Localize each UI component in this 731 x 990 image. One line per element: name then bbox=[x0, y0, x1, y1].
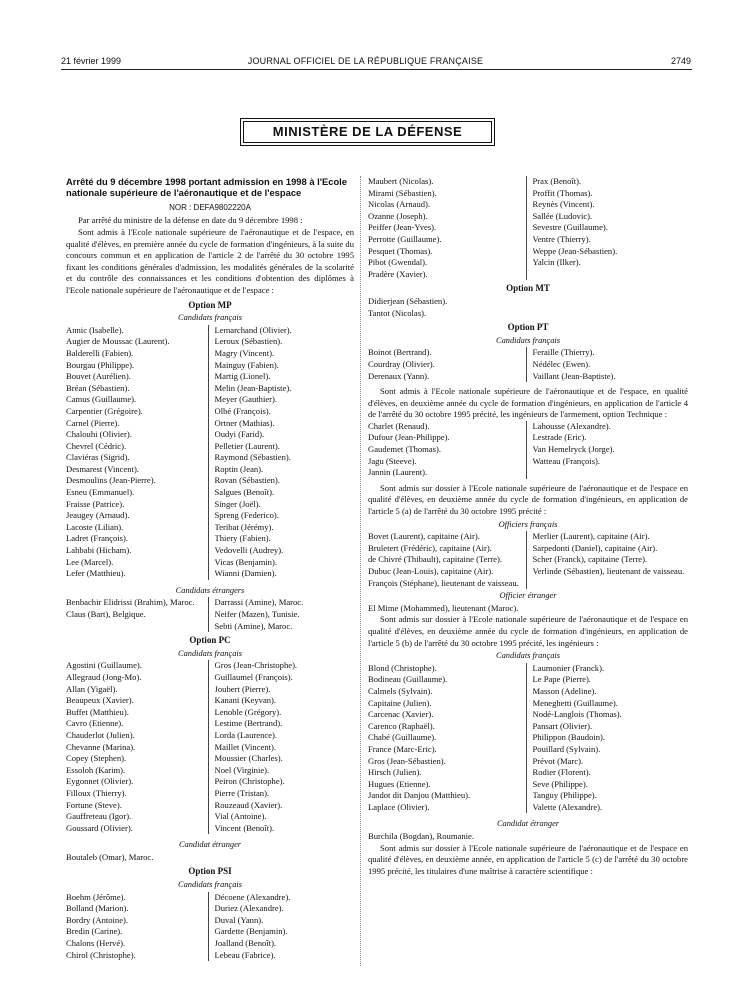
name-entry: Jannin (Laurent). bbox=[368, 467, 428, 478]
option-psi-title: Option PSI bbox=[188, 866, 232, 877]
option-psi-cont-col2 bbox=[526, 176, 689, 280]
name-entry: Calmels (Sylvain). bbox=[368, 685, 433, 696]
name-entry: Vedovelli (Audrey). bbox=[214, 545, 284, 556]
name-entry: Agostini (Guillaume). bbox=[66, 660, 142, 671]
name-entry: Desmarest (Vincent). bbox=[66, 463, 139, 474]
name-entry: Merlier (Laurent), capitaine (Air). bbox=[532, 531, 650, 542]
name-entry: Hugues (Etienne). bbox=[368, 778, 431, 789]
page-header bbox=[0, 56, 731, 70]
name-entry: Lenoble (Grégory). bbox=[214, 706, 282, 717]
name-entry: Weppe (Jean-Sébastien). bbox=[532, 245, 618, 256]
name-entry: Maubert (Nicolas). bbox=[368, 176, 434, 186]
name-entry: François (Stéphane), lieutenant de vaisseau. bbox=[368, 577, 519, 588]
name-entry: Darrassi (Amine), Maroc. bbox=[214, 597, 304, 608]
name-entry: Boehm (Jérôme). bbox=[66, 891, 126, 902]
article5b-col2 bbox=[526, 663, 689, 814]
name-entry: Proffit (Thomas). bbox=[532, 187, 593, 198]
name-entry: Lacoste (Lilian). bbox=[66, 521, 124, 532]
name-entry: Bouvet (Aurélien). bbox=[66, 371, 131, 382]
article5c-paragraph: Sont admis sur dossier à l'Ecole nationale supérieure de l'aéronautique et de l'espace en qualité d'élèves, en deuxième année, en application de l'article 5 (c) de l'arrêté du 30 octobre 1995 précité, les titulaires d'une maîtrise à caractère scientifique : bbox=[368, 842, 688, 876]
ministry-box bbox=[240, 118, 495, 146]
option-psi-col1 bbox=[66, 892, 208, 962]
option-pt-title: Option PT bbox=[507, 322, 549, 333]
right-column bbox=[368, 176, 688, 877]
name-entry: Lemarchand (Olivier). bbox=[214, 324, 292, 335]
name-entry: Yalcin (Ilker). bbox=[532, 257, 581, 268]
name-entry: Perrotte (Guillaume). bbox=[368, 233, 442, 244]
name-entry: Goussard (Olivier). bbox=[66, 822, 133, 833]
option-mp-foreign-list bbox=[66, 597, 354, 632]
name-entry: Rodier (Florent). bbox=[532, 767, 591, 778]
name-entry: Bovet (Laurent), capitaine (Air). bbox=[368, 531, 480, 542]
name-entry: Teribat (Jérémy). bbox=[214, 521, 274, 532]
name-entry: Van Hemelryck (Jorge). bbox=[532, 444, 615, 455]
name-entry: Duval (Yann). bbox=[214, 914, 264, 925]
article5b-ce-label: Candidat étranger bbox=[496, 819, 560, 829]
name-entry: Pansart (Olivier). bbox=[532, 720, 593, 731]
name-entry: Verlinde (Sébastien), lieutenant de vaisseau. bbox=[532, 566, 685, 576]
name-entry: Nédélec (Ewen). bbox=[532, 358, 591, 369]
name-entry: Bredin (Carine). bbox=[66, 926, 123, 937]
name-entry: Joalland (Benoît). bbox=[214, 938, 277, 949]
name-entry: Laumonier (Franck). bbox=[532, 662, 605, 673]
name-entry: Feraille (Thierry). bbox=[532, 347, 595, 358]
name-entry: Seve (Philippe). bbox=[532, 778, 588, 789]
name-entry: Mainguy (Fabien). bbox=[214, 359, 279, 370]
name-entry: Allan (Yigaël). bbox=[66, 683, 118, 694]
option-pc-list bbox=[66, 660, 354, 834]
officier-etranger-label: Officier étranger bbox=[499, 591, 557, 601]
name-entry: Neifer (Mazen), Tunisie. bbox=[214, 609, 300, 619]
nor-label: NOR : bbox=[169, 202, 192, 212]
name-entry: Vincent (Benoît). bbox=[214, 822, 275, 833]
name-entry: Rouzeaud (Xavier). bbox=[214, 799, 283, 810]
name-entry: Philippon (Baudoin). bbox=[532, 732, 606, 743]
name-entry: Nicolas (Arnaud). bbox=[368, 199, 431, 210]
option-mp-ce-label: Candidats étrangers bbox=[175, 585, 245, 595]
name-entry: Pesquet (Thomas). bbox=[368, 245, 433, 256]
name-entry: Boinot (Bertrand). bbox=[368, 347, 432, 358]
name-entry: Peiron (Christophe). bbox=[214, 776, 285, 787]
option-mp-title: Option MP bbox=[188, 299, 232, 310]
name-entry: Pibot (Gwendal). bbox=[368, 257, 428, 268]
name-entry: Spreng (Federico). bbox=[214, 510, 279, 521]
name-entry: Copey (Stephen). bbox=[66, 753, 127, 764]
name-entry: Sallée (Ludovic). bbox=[532, 210, 593, 221]
name-entry: Fraisse (Patrice). bbox=[66, 498, 125, 509]
name-entry: Ortner (Mathias). bbox=[214, 417, 275, 428]
name-entry: Didierjean (Sébastien). bbox=[368, 295, 448, 306]
name-entry: Le Pape (Pierre). bbox=[532, 674, 591, 685]
officiers-label: Officiers français bbox=[498, 519, 558, 529]
header-rule bbox=[61, 69, 692, 70]
name-entry: Jagu (Steeve). bbox=[368, 455, 417, 466]
name-entry: Magry (Vincent). bbox=[214, 347, 275, 358]
option-psi-cf-label: Candidats français bbox=[178, 880, 242, 890]
officiers-list bbox=[368, 531, 688, 589]
name-entry: Balderelli (Fabien). bbox=[66, 347, 134, 358]
name-entry: Carcenac (Xavier). bbox=[368, 709, 434, 720]
name-entry: Peiffer (Jean-Yves). bbox=[368, 222, 437, 233]
column-separator bbox=[360, 176, 361, 966]
name-entry: Bréan (Sébastien). bbox=[66, 382, 130, 393]
technique-paragraph: Sont admis à l'Ecole nationale supérieure de l'aéronautique et de l'espace, en qualité d'élèves, en deuxième année du cycle de formation d'ingénieurs, en application de l'article 4 de l'arrêté du 30 octobre 1995 précité, les ingénieurs de l'armement, option Technique : bbox=[368, 386, 688, 420]
name-entry: Pouillard (Sylvain). bbox=[532, 743, 601, 754]
name-entry: Capitaine (Julien). bbox=[368, 697, 432, 708]
name-entry: Boutaleb (Omar), Maroc. bbox=[66, 851, 154, 862]
option-mt-title: Option MT bbox=[506, 283, 550, 294]
name-entry: Rovan (Sébastien). bbox=[214, 475, 280, 486]
name-entry: Charlet (Renaud). bbox=[368, 420, 430, 431]
name-entry: Chabé (Guillaume). bbox=[368, 732, 437, 743]
article5b-ce-name: Burchila (Bogdan), Roumanie. bbox=[368, 831, 474, 842]
name-entry: Fortune (Steve). bbox=[66, 799, 122, 810]
name-entry: Masson (Adeline). bbox=[532, 685, 597, 696]
name-entry: Martig (Lionel). bbox=[214, 371, 271, 382]
option-psi-cont-col1 bbox=[368, 176, 526, 280]
name-entry: Pelletier (Laurent). bbox=[214, 440, 280, 451]
name-entry: Benbachir Elidrissi (Brahim), Maroc. bbox=[66, 597, 195, 608]
name-entry: Joubert (Pierre). bbox=[214, 683, 271, 694]
name-entry: Gros (Jean-Christophe). bbox=[214, 660, 298, 671]
name-entry: Cavro (Etienne). bbox=[66, 718, 124, 729]
name-entry: de Chivré (Thibault), capitaine (Terre). bbox=[368, 554, 502, 565]
name-entry: Carnel (Pierre). bbox=[66, 417, 120, 428]
option-psi-list bbox=[66, 892, 354, 962]
name-entry: Kanani (Keyvan). bbox=[214, 695, 277, 706]
name-entry: Bordry (Antoine). bbox=[66, 914, 129, 925]
name-entry: Tantot (Nicolas). bbox=[368, 307, 427, 318]
name-entry: Jandot dit Danjou (Matthieu). bbox=[368, 790, 471, 801]
technique-col2 bbox=[526, 421, 689, 479]
name-entry: Roptin (Jean). bbox=[214, 463, 264, 474]
name-entry: Augier de Moussac (Laurent). bbox=[66, 336, 170, 347]
name-entry: Claviéras (Sigrid). bbox=[66, 452, 130, 463]
name-entry: Sebti (Amine), Maroc. bbox=[214, 620, 293, 631]
name-entry: Guillaumel (François). bbox=[214, 671, 293, 682]
name-entry: Chevrel (Cédric). bbox=[66, 440, 127, 451]
option-pc-col2 bbox=[208, 660, 355, 834]
header-page-number: 2749 bbox=[670, 56, 691, 66]
name-entry: Bruletert (Frédéric), capitaine (Air). bbox=[368, 542, 492, 553]
name-entry: Gardette (Benjamin). bbox=[214, 926, 288, 937]
article5b-col1 bbox=[368, 663, 526, 814]
name-entry: Lorda (Laurence). bbox=[214, 729, 278, 740]
name-entry: Meneghetti (Guillaume). bbox=[532, 697, 618, 708]
name-entry: Chalouhi (Olivier). bbox=[66, 429, 132, 440]
option-psi-cont-list bbox=[368, 176, 688, 280]
name-entry: Maillet (Vincent). bbox=[214, 741, 277, 752]
name-entry: Wianni (Damien). bbox=[214, 568, 277, 579]
name-entry: Derenaux (Yann). bbox=[368, 370, 430, 381]
name-entry: Chevanne (Marina). bbox=[66, 741, 136, 752]
name-entry: Jeaugey (Arnaud). bbox=[66, 510, 130, 521]
option-pt-col2 bbox=[526, 347, 689, 382]
name-entry: Salgues (Benoît). bbox=[214, 487, 275, 498]
name-entry: Sevestre (Guillaume). bbox=[532, 222, 608, 233]
option-pt-list bbox=[368, 347, 688, 382]
option-mp-cf-label: Candidats français bbox=[178, 313, 242, 323]
name-entry: Oudyi (Farid). bbox=[214, 429, 265, 440]
nor-value: DEFA9802220A bbox=[193, 202, 251, 212]
name-entry: Scher (Franck), capitaine (Terre). bbox=[532, 554, 648, 565]
option-mp-foreign-col1 bbox=[66, 597, 208, 632]
name-entry: Laplace (Olivier). bbox=[368, 801, 430, 812]
officier-etranger-name: El Mime (Mohammed), lieutenant (Maroc). bbox=[368, 602, 519, 613]
name-entry: Lestime (Bertrand). bbox=[214, 718, 283, 729]
name-entry: Blond (Christophe). bbox=[368, 662, 437, 673]
name-entry: Chirol (Christophe). bbox=[66, 949, 136, 960]
name-entry: Filloux (Thierry). bbox=[66, 787, 127, 798]
name-entry: Bolland (Marion). bbox=[66, 903, 129, 914]
officiers-col1 bbox=[368, 531, 526, 589]
article5b-cf-label: Candidats français bbox=[496, 651, 560, 661]
name-entry: Ozanne (Joseph). bbox=[368, 210, 428, 221]
name-entry: Prévot (Marc). bbox=[532, 755, 584, 766]
name-entry: Chalons (Hervé). bbox=[66, 938, 126, 949]
name-entry: Allegraud (Jong-Mo). bbox=[66, 671, 142, 682]
name-entry: Bodineau (Guillaume). bbox=[368, 674, 448, 685]
name-entry: Claus (Bart), Belgique. bbox=[66, 609, 146, 619]
name-entry: Lestrade (Eric). bbox=[532, 432, 587, 443]
name-entry: Décoene (Alexandre). bbox=[214, 891, 291, 902]
name-entry: Camus (Guillaume). bbox=[66, 394, 137, 405]
option-psi-col2 bbox=[208, 892, 355, 962]
name-entry: Thiery (Fabien). bbox=[214, 533, 271, 544]
technique-col1 bbox=[368, 421, 526, 479]
name-entry: Hirsch (Julien). bbox=[368, 767, 422, 778]
name-entry: Singer (Joël). bbox=[214, 498, 261, 509]
name-entry: Ventre (Thierry). bbox=[532, 233, 591, 244]
name-entry: Vaillant (Jean-Baptiste). bbox=[532, 370, 616, 381]
name-entry: Pradère (Xavier). bbox=[368, 268, 428, 279]
name-entry: Gros (Jean-Sébastien). bbox=[368, 755, 446, 766]
option-mp-foreign-col2 bbox=[208, 597, 355, 632]
name-entry: Gaudemet (Thomas). bbox=[368, 444, 442, 455]
option-mp-col1 bbox=[66, 325, 208, 580]
name-entry: Annic (Isabelle). bbox=[66, 324, 124, 335]
name-entry: Prax (Benoît). bbox=[532, 176, 582, 186]
article5b-list bbox=[368, 663, 688, 814]
name-entry: Dufour (Jean-Philippe). bbox=[368, 432, 450, 443]
name-entry: Leroux (Sébastien). bbox=[214, 336, 283, 347]
option-pc-ce-label: Candidat étranger bbox=[178, 840, 242, 850]
option-pc-title: Option PC bbox=[189, 635, 231, 646]
option-mt-list bbox=[368, 296, 688, 319]
name-entry: Carpentier (Grégoire). bbox=[66, 405, 143, 416]
name-entry: Nodé-Langlois (Thomas). bbox=[532, 709, 622, 720]
name-entry: Lahousse (Alexandre). bbox=[532, 420, 611, 431]
officiers-paragraph: Sont admis sur dossier à l'Ecole nationale supérieure de l'aéronautique et de l'espace en qualité d'élèves, en deuxième année du cycle de formation d'ingénieurs, en application de l'article 5 (a) de l'arrêté du 30 octobre 1995 précité : bbox=[368, 482, 688, 517]
name-entry: Bourgau (Philippe). bbox=[66, 359, 135, 370]
option-pt-col1 bbox=[368, 347, 526, 382]
arrete-intro-1: Par arrêté du ministre de la défense en date du 9 décembre 1998 : bbox=[78, 215, 303, 226]
name-entry: Tanguy (Philippe). bbox=[532, 790, 597, 801]
name-entry: Mirami (Sébastien). bbox=[368, 187, 437, 198]
option-pc-cf-label: Candidats français bbox=[178, 648, 242, 658]
option-mp-col2 bbox=[208, 325, 355, 580]
name-entry: Pierre (Tristan). bbox=[214, 787, 270, 798]
header-date: 21 février 1999 bbox=[61, 56, 122, 66]
nor-line bbox=[66, 202, 354, 214]
technique-list bbox=[368, 421, 688, 479]
name-entry: Ladret (François). bbox=[66, 533, 129, 544]
name-entry: Melin (Jean-Baptiste). bbox=[214, 382, 292, 393]
ministry-title: MINISTÈRE DE LA DÉFENSE bbox=[243, 121, 492, 143]
name-entry: Valette (Alexandre). bbox=[532, 801, 603, 812]
name-entry: Raymond (Sébastien). bbox=[214, 452, 291, 463]
option-pt-cf-label: Candidats français bbox=[496, 335, 560, 345]
name-entry: Watteau (François). bbox=[532, 455, 601, 466]
name-entry: Olbé (François). bbox=[214, 405, 271, 416]
name-entry: Beaupeux (Xavier). bbox=[66, 695, 134, 706]
article5b-paragraph: Sont admis sur dossier à l'Ecole nationale supérieure de l'aéronautique et de l'espace en qualité d'élèves, en deuxième année du cycle de formation d'ingénieurs, en application de l'article 5 (b) de l'arrêté du 30 octobre 1995 précité, les ingénieurs : bbox=[368, 614, 688, 648]
name-entry: Reynès (Vincent). bbox=[532, 199, 595, 210]
arrete-title: Arrêté du 9 décembre 1998 portant admission en 1998 à l'Ecole nationale supérieure de l'aéronautique et de l'espace bbox=[66, 176, 347, 199]
name-entry: Esneu (Emmanuel). bbox=[66, 487, 135, 498]
name-entry: Lebeau (Fabrice). bbox=[214, 949, 276, 960]
arrete-intro-2: Sont admis à l'Ecole nationale supérieure de l'aéronautique et de l'espace, en qualité d'élèves, en première année du cycle de formation d'ingénieurs, à la suite du concours commun et en application de l'article 2 de l'arrêté du 30 octobre 1995 fixant les conditions générales d'admission, les modalités générales de la scolarité et du contrôle des connaissances et les conditions d'obtention des diplômes à l'Ecole nationale supérieure de l'aéronautique et de l'espace : bbox=[66, 227, 354, 295]
name-entry: Lahbabi (Hicham). bbox=[66, 545, 132, 556]
name-entry: Vicas (Benjamin). bbox=[214, 556, 277, 567]
name-entry: Eygonnet (Olivier). bbox=[66, 776, 134, 787]
left-column bbox=[66, 176, 354, 961]
option-pc-col1 bbox=[66, 660, 208, 834]
name-entry: Vial (Antoine). bbox=[214, 811, 267, 822]
name-entry: Moussier (Charles). bbox=[214, 753, 283, 764]
name-entry: Meyer (Gauthier). bbox=[214, 394, 278, 405]
name-entry: Courdray (Olivier). bbox=[368, 358, 435, 369]
name-entry: France (Marc-Eric). bbox=[368, 743, 437, 754]
name-entry: Sarpedonti (Daniel), capitaine (Air). bbox=[532, 542, 658, 553]
name-entry: Dubuc (Jean-Louis), capitaine (Air). bbox=[368, 566, 494, 576]
officiers-col2 bbox=[526, 531, 689, 589]
name-entry: Duriez (Alexandre). bbox=[214, 903, 284, 914]
name-entry: Noel (Virginie). bbox=[214, 764, 270, 775]
name-entry: Essoloh (Karim). bbox=[66, 764, 126, 775]
name-entry: Lee (Marcel). bbox=[66, 556, 114, 567]
header-journal-title: JOURNAL OFFICIEL DE LA RÉPUBLIQUE FRANÇAISE bbox=[247, 56, 484, 66]
name-entry: Carenco (Raphaël). bbox=[368, 720, 435, 731]
name-entry: Chauderlot (Julien). bbox=[66, 729, 135, 740]
option-mp-list bbox=[66, 325, 354, 580]
name-entry: Desmoulins (Jean-Pierre). bbox=[66, 475, 156, 486]
option-pc-foreign-list bbox=[66, 852, 354, 864]
name-entry: Gauffreteau (Igor). bbox=[66, 811, 132, 822]
name-entry: Lefer (Matthieu). bbox=[66, 568, 126, 579]
name-entry: Buffet (Matthieu). bbox=[66, 706, 129, 717]
